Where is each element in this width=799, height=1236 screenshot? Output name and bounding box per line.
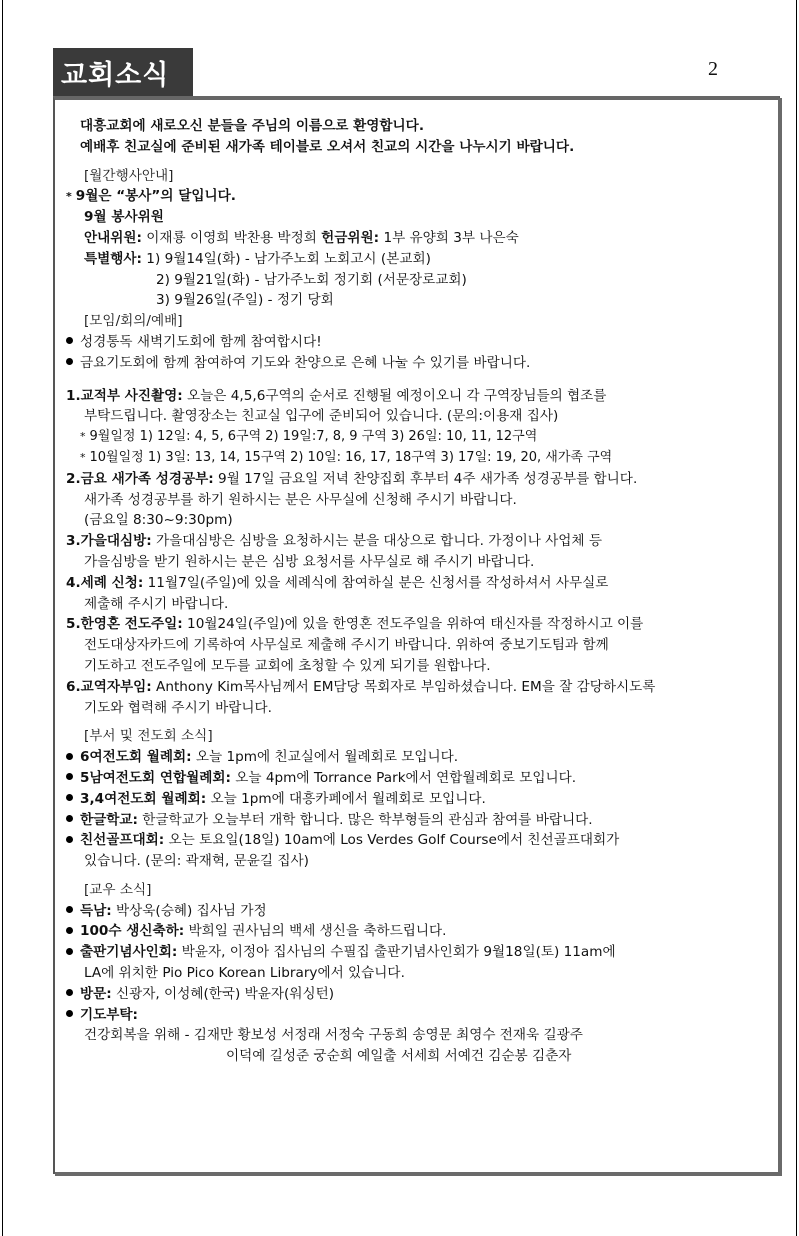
member-item: 출판기념사인회: 박윤자, 이정아 집사님의 수필집 출판기념사인회가 9월18일(토) 11am에 bbox=[66, 942, 772, 963]
mission-item: 3,4여전도회 월례회: 오늘 1pm에 대흥카페에서 월례회로 모입니다. bbox=[66, 789, 772, 810]
bullet-icon bbox=[66, 948, 73, 955]
notice-item: 6.교역자부임: Anthony Kim목사님께서 EM담당 목회자로 부임하셨습니다. EM을 잘 감당하시도록 bbox=[66, 678, 656, 695]
page-edge-right bbox=[796, 0, 797, 1236]
notice-continuation: 전도대상자카드에 기록하여 사무실로 제출해 주시기 바랍니다. 위하여 중보기도팀과 함께 bbox=[84, 637, 609, 654]
committee-line: 안내위원: 이재룡 이영희 박찬용 박정희 헌금위원: 1부 유양희 3부 나은숙 bbox=[84, 229, 519, 246]
notice-continuation: 가을심방을 받기 원하시는 분은 심방 요청서를 사무실로 해 주시기 바랍니다. bbox=[84, 553, 535, 570]
page-number: 2 bbox=[708, 58, 718, 80]
bullet-icon bbox=[66, 794, 73, 801]
notice-item: 4.세례 신청: 11월7일(주일)에 있을 세례식에 참여하실 분은 신청서를 작성하셔서 사무실로 bbox=[66, 574, 609, 591]
notice-sub-item: * 10월일정 1) 3일: 13, 14, 15구역 2) 10일: 16, 17, 18구역 3) 17일: 19, 20, 새가족 구역 bbox=[80, 449, 613, 465]
notice-continuation: 기도와 협력해 주시기 바랍니다. bbox=[84, 699, 272, 716]
notice-sub-item: * 9월일정 1) 12일: 4, 5, 6구역 2) 19일:7, 8, 9 구역 3) 26일: 10, 11, 12구역 bbox=[80, 429, 538, 445]
member-item: 방문: 신광자, 이성혜(한국) 박윤자(워싱턴) bbox=[66, 984, 772, 1005]
frame-shadow-bottom bbox=[55, 1172, 782, 1176]
notice-continuation: 제출해 주시기 바랍니다. bbox=[84, 595, 229, 612]
frame-shadow-right bbox=[778, 98, 782, 1176]
monthly-theme: * 9월은 “봉사”의 달입니다. bbox=[66, 188, 236, 205]
meeting-item: 성경통독 새벽기도회에 함께 참여합시다! bbox=[66, 332, 772, 353]
prayer-line: 건강회복을 위해 - 김재만 황보성 서정래 서정숙 구동희 송영문 최영수 전재욱 길광주 bbox=[84, 1027, 583, 1044]
bullet-icon bbox=[66, 1010, 73, 1017]
members-heading: [교우 소식] bbox=[84, 881, 152, 898]
page-edge-left bbox=[2, 0, 3, 1236]
bullet-icon bbox=[66, 836, 73, 843]
notice-item: 2.금요 새가족 성경공부: 9월 17일 금요일 저녁 찬양집회 후부터 4주 새가족 성경공부를 합니다. bbox=[66, 470, 638, 487]
bullet-icon bbox=[66, 927, 73, 934]
notice-item: 3.가을대심방: 가을대심방은 심방을 요청하시는 분을 대상으로 합니다. 가정이나 사업체 등 bbox=[66, 533, 603, 550]
special-event: 3) 9월26일(주일) - 정기 당회 bbox=[156, 292, 334, 309]
mission-item: 6여전도회 월례회: 오늘 1pm에 친교실에서 월례회로 모입니다. bbox=[66, 747, 772, 768]
bulletin-content bbox=[66, 116, 772, 1067]
bullet-icon bbox=[66, 358, 73, 365]
star-bullet-icon: * bbox=[66, 190, 72, 204]
committee-title: 9월 봉사위원 bbox=[84, 209, 164, 226]
special-event: 특별행사: 1) 9월14일(화) - 남가주노회 노회고시 (본교회) bbox=[84, 250, 431, 267]
notice-continuation: 부탁드립니다. 촬영장소는 친교실 입구에 준비되어 있습니다. (문의:이용재 집사) bbox=[84, 408, 559, 425]
bullet-icon bbox=[66, 337, 73, 344]
prayer-line: 이덕예 길성준 궁순희 예일출 서세희 서예건 김순봉 김춘자 bbox=[226, 1048, 572, 1065]
welcome-line: 예배후 친교실에 준비된 새가족 테이블로 오셔서 친교의 시간을 나누시기 바랍니다. bbox=[80, 138, 575, 155]
mission-heading: [부서 및 전도회 소식] bbox=[84, 728, 213, 745]
bullet-icon bbox=[66, 773, 73, 780]
notice-continuation: 기도하고 전도주일에 모두를 교회에 초청할 수 있게 되기를 원합나다. bbox=[84, 657, 491, 674]
notice-continuation: (금요일 8:30~9:30pm) bbox=[84, 512, 233, 529]
section-title: 교회소식 bbox=[53, 48, 193, 96]
mission-item: 한글학교: 한글학교가 오늘부터 개학 합니다. 많은 학부형들의 관심과 참여를 바랍니다. bbox=[66, 810, 772, 831]
notice-item: 5.한영혼 전도주일: 10월24일(주일)에 있을 한영혼 전도주일을 위하여 태신자를 작정하시고 이를 bbox=[66, 616, 644, 633]
monthly-heading: [월간행사안내] bbox=[84, 167, 174, 184]
member-item: 100수 생신축하: 박희일 권사님의 백세 생신을 축하드립니다. bbox=[66, 921, 772, 942]
mission-item: 친선골프대회: 오는 토요일(18일) 10am에 Los Verdes Golf Course에서 친선골프대회가 bbox=[66, 830, 772, 851]
bullet-icon bbox=[66, 753, 73, 760]
member-item: 기도부탁: bbox=[66, 1005, 772, 1026]
bullet-icon bbox=[66, 815, 73, 822]
notice-item: 1.교적부 사진촬영: 오늘은 4,5,6구역의 순서로 진행될 예정이오니 각 구역장님들의 협조를 bbox=[66, 387, 607, 404]
bullet-icon bbox=[66, 989, 73, 996]
meetings-heading: [모임/회의/예배] bbox=[84, 313, 183, 330]
mission-item: 5남여전도회 연합월례회: 오늘 4pm에 Torrance Park에서 연합월례회로 모입니다. bbox=[66, 768, 772, 789]
member-item: 득남: 박상욱(승혜) 집사님 가정 bbox=[66, 901, 772, 922]
member-continuation: LA에 위치한 Pio Pico Korean Library에서 있습니다. bbox=[84, 965, 405, 982]
notice-continuation: 새가족 성경공부를 하기 원하시는 분은 사무실에 신청해 주시기 바랍니다. bbox=[84, 491, 517, 508]
star-bullet-icon: * bbox=[80, 430, 86, 444]
special-event: 2) 9월21일(화) - 남가주노회 정기회 (서문장로교회) bbox=[156, 271, 467, 288]
mission-continuation: 있습니다. (문의: 곽재혁, 문윤길 집사) bbox=[84, 853, 309, 870]
meeting-item: 금요기도회에 함께 참여하여 기도와 찬양으로 은혜 나눌 수 있기를 바랍니다. bbox=[66, 353, 772, 374]
welcome-line: 대흥교회에 새로오신 분들을 주님의 이름으로 환영합니다. bbox=[80, 118, 424, 134]
star-bullet-icon: * bbox=[80, 450, 86, 464]
bullet-icon bbox=[66, 906, 73, 913]
